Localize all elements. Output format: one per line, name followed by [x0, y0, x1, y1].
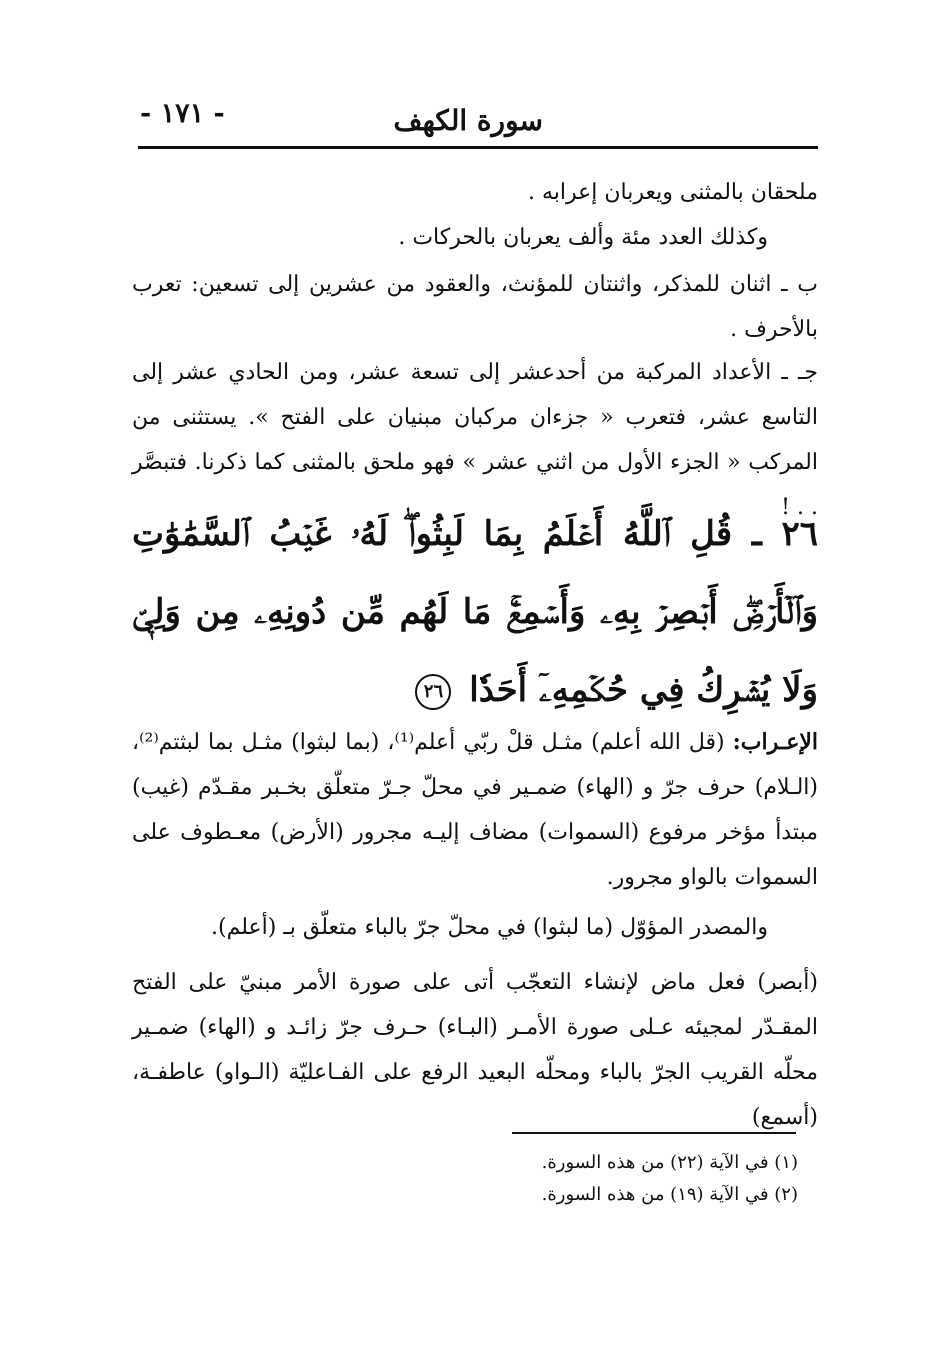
body-line-1: ملحقان بالمثنى ويعربان إعرابه .	[528, 180, 818, 205]
verse-number-label: ٢٦ ـ	[751, 514, 818, 554]
irab-heading: الإعـراب:	[732, 729, 818, 755]
footnote-2: (٢) في الآية (١٩) من هذه السورة.	[541, 1184, 798, 1205]
irab-paragraph	[132, 720, 818, 900]
irab-text: (قل الله أعلم) مثـل قلْ ربّي أعلم⁽¹⁾، (بما لبثوا) مثـل بما لبثتم⁽²⁾، (الـلام) حرف جرّ و (الهاء) ضمـير في محلّ جـرّ متعلّق بخـبر مقـدّم (غيب) مبتدأ مؤخر مرفوع (السموات) مضاف إليـه مجرور (الأرض) معـطوف على السموات بالواو مجرور.	[132, 730, 818, 890]
footnote-1: (١) في الآية (٢٢) من هذه السورة.	[541, 1152, 798, 1173]
header-divider	[138, 146, 818, 149]
body-line-2: وكذلك العدد مئة وألف يعربان بالحركات .	[398, 225, 768, 250]
absar-paragraph: (أبصر) فعل ماض لإنشاء التعجّب أتى على صورة الأمر مبنيّ على الفتح المقـدّر لمجيئه عـلى صورة الأمـر (البـاء) حـرف جرّ زائـد و (الهاء) ضمـير محلّه القريب الجرّ بالباء ومحلّه البعيد الرفع على الفـاعليّة (الـواو) عاطفـة، (أسمع)	[132, 970, 818, 1130]
surah-title: سورة الكهف	[393, 104, 543, 137]
verse-text: قُلِ ٱللَّهُ أَعۡلَمُ بِمَا لَبِثُواْۖ لَهُۥ غَيۡبُ ٱلسَّمَٰوَٰتِ وَٱلۡأَرۡضِۖ أَبۡصِرۡ بِهِۦ وَأَسۡمِعۡۚ مَا لَهُم مِّن دُونِهِۦ مِن وَلِيّٖ وَلَا يُشۡرِكُ فِي حُكۡمِهِۦٓ أَحَدٗا	[132, 514, 818, 710]
verse-end-marker: ٢٦	[415, 674, 451, 710]
page-number: - ١٧١ -	[140, 98, 225, 129]
masdar-paragraph: والمصدر المؤوّل (ما لبثوا) في محلّ جرّ بالباء متعلّق بـ (أعلم).	[211, 915, 768, 940]
quran-verse	[132, 495, 818, 729]
paragraph-j: جـ ـ الأعداد المركبة من أحدعشر إلى تسعة عشر، ومن الحادي عشر إلى التاسع عشر، فتعرب « جزءان مركبان مبنيان على الفتح ». يستثنى من المركب « الجزء الأول من اثني عشر » فهو ملحق بالمثنى كما ذكرنا. فتبصَّر . . !	[132, 360, 818, 520]
footnote-divider	[512, 1132, 796, 1134]
paragraph-b: ب ـ اثنان للمذكر، واثنتان للمؤنث، والعقود من عشرين إلى تسعين: تعرب بالأحرف .	[132, 272, 818, 342]
